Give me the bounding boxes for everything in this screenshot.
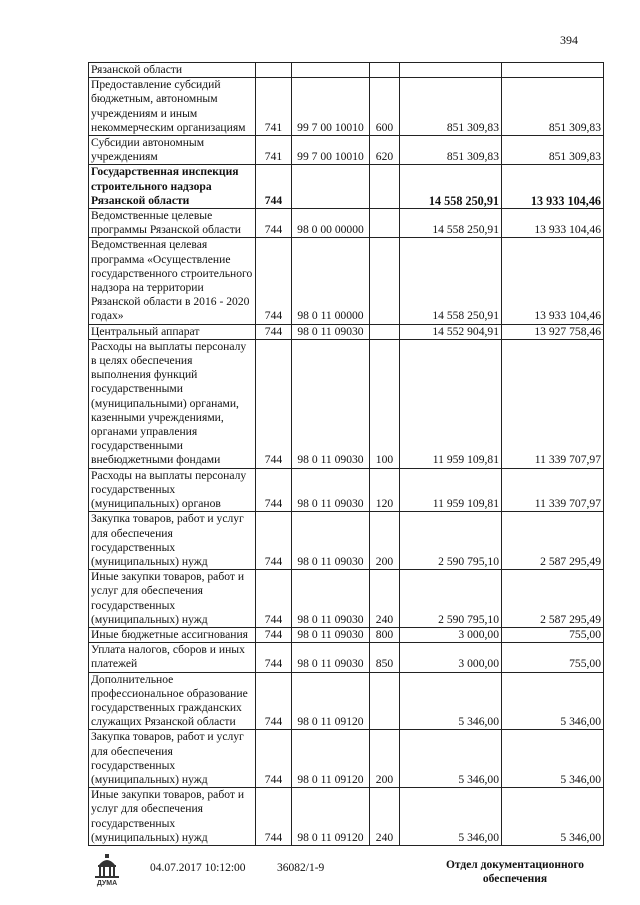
cell-amount-2: 2 587 295,49 xyxy=(502,570,604,628)
cell-target-article: 98 0 11 09030 xyxy=(292,468,370,512)
table-row xyxy=(89,238,604,324)
cell-expense-type xyxy=(370,165,400,209)
cell-target-article: 99 7 00 10010 xyxy=(292,136,370,165)
cell-amount-2: 13 933 104,46 xyxy=(502,165,604,209)
department-line-2: обеспечения xyxy=(482,873,548,885)
cell-amount-2: 5 346,00 xyxy=(502,788,604,846)
cell-ministry: 741 xyxy=(256,136,292,165)
cell-ministry: 744 xyxy=(256,209,292,238)
table-row xyxy=(89,78,604,136)
cell-expense-type xyxy=(370,209,400,238)
cell-expense-type xyxy=(370,238,400,324)
cell-target-article: 99 7 00 10010 xyxy=(292,78,370,136)
cell-amount-1: 14 558 250,91 xyxy=(400,238,502,324)
cell-amount-2: 851 309,83 xyxy=(502,78,604,136)
cell-ministry: 744 xyxy=(256,512,292,570)
cell-target-article: 98 0 11 09030 xyxy=(292,643,370,672)
footer-doc-number: 36082/1-9 xyxy=(277,862,325,874)
cell-target-article: 98 0 11 09120 xyxy=(292,672,370,730)
cell-amount-2: 11 339 707,97 xyxy=(502,468,604,512)
cell-name: Рязанской области xyxy=(89,63,256,78)
table-row xyxy=(89,643,604,672)
cell-amount-2: 13 933 104,46 xyxy=(502,238,604,324)
table-row xyxy=(89,324,604,339)
cell-expense-type: 120 xyxy=(370,468,400,512)
cell-amount-2: 13 933 104,46 xyxy=(502,209,604,238)
cell-target-article xyxy=(292,165,370,209)
cell-amount-2: 5 346,00 xyxy=(502,730,604,788)
cell-expense-type: 240 xyxy=(370,570,400,628)
cell-amount-2: 851 309,83 xyxy=(502,136,604,165)
footer-datetime: 04.07.2017 10:12:00 xyxy=(150,862,246,874)
cell-amount-1 xyxy=(400,63,502,78)
cell-target-article: 98 0 11 09030 xyxy=(292,324,370,339)
cell-amount-1: 2 590 795,10 xyxy=(400,570,502,628)
cell-ministry: 744 xyxy=(256,643,292,672)
cell-target-article: 98 0 11 09030 xyxy=(292,570,370,628)
cell-ministry: 744 xyxy=(256,324,292,339)
table-row xyxy=(89,209,604,238)
cell-amount-2: 2 587 295,49 xyxy=(502,512,604,570)
cell-ministry: 744 xyxy=(256,468,292,512)
cell-expense-type: 200 xyxy=(370,512,400,570)
cell-expense-type: 600 xyxy=(370,78,400,136)
cell-expense-type xyxy=(370,672,400,730)
cell-name: Ведомственная целевая программа «Осуществление государственного строительного надзора на территории Рязанской области в 2016 - 2020 годах» xyxy=(89,238,256,324)
cell-name: Расходы на выплаты персоналу в целях обеспечения выполнения функций государственными (муниципальными) органами, казенными учреждениями, органами управления государственными внебюджетными фондами xyxy=(89,339,256,468)
cell-expense-type: 240 xyxy=(370,788,400,846)
cell-amount-1: 5 346,00 xyxy=(400,730,502,788)
cell-ministry: 744 xyxy=(256,238,292,324)
cell-expense-type: 850 xyxy=(370,643,400,672)
cell-ministry: 744 xyxy=(256,788,292,846)
cell-name: Иные закупки товаров, работ и услуг для обеспечения государственных (муниципальных) нужд xyxy=(89,788,256,846)
cell-expense-type: 100 xyxy=(370,339,400,468)
cell-ministry: 744 xyxy=(256,627,292,642)
cell-ministry: 744 xyxy=(256,165,292,209)
cell-expense-type: 800 xyxy=(370,627,400,642)
cell-amount-2: 755,00 xyxy=(502,627,604,642)
table-row xyxy=(89,672,604,730)
cell-ministry: 744 xyxy=(256,672,292,730)
cell-ministry: 744 xyxy=(256,570,292,628)
cell-name: Предоставление субсидий бюджетным, автономным учреждениям и иным некоммерческим организациям xyxy=(89,78,256,136)
table-row xyxy=(89,63,604,78)
cell-name: Закупка товаров, работ и услуг для обеспечения государственных (муниципальных) нужд xyxy=(89,730,256,788)
table-body xyxy=(89,63,604,846)
table-row xyxy=(89,570,604,628)
table-row xyxy=(89,165,604,209)
cell-amount-1: 3 000,00 xyxy=(400,643,502,672)
cell-amount-1: 3 000,00 xyxy=(400,627,502,642)
cell-amount-1: 11 959 109,81 xyxy=(400,339,502,468)
cell-target-article: 98 0 11 09030 xyxy=(292,627,370,642)
department-line-1: Отдел документационного xyxy=(445,859,585,871)
footer-department xyxy=(440,858,590,886)
cell-amount-1: 851 309,83 xyxy=(400,136,502,165)
cell-expense-type xyxy=(370,63,400,78)
cell-target-article: 98 0 11 09030 xyxy=(292,339,370,468)
cell-amount-1: 5 346,00 xyxy=(400,788,502,846)
cell-target-article: 98 0 11 09120 xyxy=(292,730,370,788)
cell-ministry: 744 xyxy=(256,339,292,468)
cell-amount-1: 851 309,83 xyxy=(400,78,502,136)
cell-amount-2 xyxy=(502,63,604,78)
cell-amount-1: 5 346,00 xyxy=(400,672,502,730)
duma-logo-icon xyxy=(90,853,124,887)
cell-name: Иные закупки товаров, работ и услуг для обеспечения государственных (муниципальных) нужд xyxy=(89,570,256,628)
cell-amount-2: 755,00 xyxy=(502,643,604,672)
cell-target-article: 98 0 11 09120 xyxy=(292,788,370,846)
cell-amount-1: 14 552 904,91 xyxy=(400,324,502,339)
cell-target-article: 98 0 11 00000 xyxy=(292,238,370,324)
cell-amount-2: 13 927 758,46 xyxy=(502,324,604,339)
cell-target-article xyxy=(292,63,370,78)
cell-amount-1: 2 590 795,10 xyxy=(400,512,502,570)
cell-target-article: 98 0 00 00000 xyxy=(292,209,370,238)
cell-name: Расходы на выплаты персоналу государственных (муниципальных) органов xyxy=(89,468,256,512)
table-row xyxy=(89,136,604,165)
logo-text: ДУМА xyxy=(96,880,118,887)
cell-amount-1: 14 558 250,91 xyxy=(400,165,502,209)
cell-amount-1: 11 959 109,81 xyxy=(400,468,502,512)
cell-name: Закупка товаров, работ и услуг для обеспечения государственных (муниципальных) нужд xyxy=(89,512,256,570)
table-row xyxy=(89,339,604,468)
cell-name: Уплата налогов, сборов и иных платежей xyxy=(89,643,256,672)
cell-name: Государственная инспекция строительного надзора Рязанской области xyxy=(89,165,256,209)
cell-name: Иные бюджетные ассигнования xyxy=(89,627,256,642)
cell-name: Ведомственные целевые программы Рязанской области xyxy=(89,209,256,238)
cell-expense-type: 620 xyxy=(370,136,400,165)
cell-amount-2: 11 339 707,97 xyxy=(502,339,604,468)
table-row xyxy=(89,788,604,846)
cell-amount-1: 14 558 250,91 xyxy=(400,209,502,238)
cell-expense-type: 200 xyxy=(370,730,400,788)
cell-target-article: 98 0 11 09030 xyxy=(292,512,370,570)
cell-ministry: 744 xyxy=(256,730,292,788)
cell-amount-2: 5 346,00 xyxy=(502,672,604,730)
budget-table xyxy=(88,62,604,846)
table-row xyxy=(89,627,604,642)
table-row xyxy=(89,512,604,570)
cell-name: Центральный аппарат xyxy=(89,324,256,339)
cell-name: Субсидии автономным учреждениям xyxy=(89,136,256,165)
cell-ministry: 741 xyxy=(256,78,292,136)
table-row xyxy=(89,468,604,512)
table-row xyxy=(89,730,604,788)
cell-expense-type xyxy=(370,324,400,339)
cell-ministry xyxy=(256,63,292,78)
page-number: 394 xyxy=(560,33,578,47)
cell-name: Дополнительное профессиональное образование государственных гражданских служащих Рязанской области xyxy=(89,672,256,730)
